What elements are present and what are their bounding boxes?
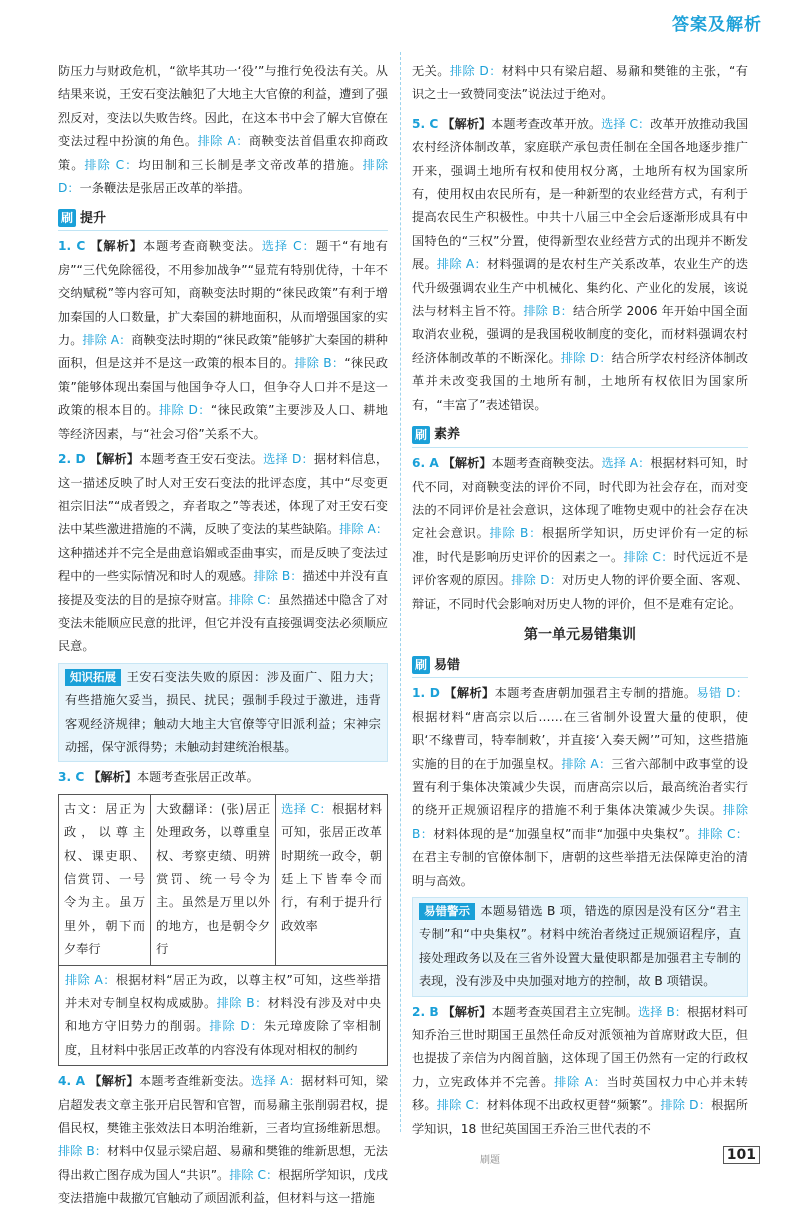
text-segment: 据材料可知，梁启超发表文章主张开启民智和官智，而易鼐主张削弱君权，提倡民权，樊锥主张效法日本明治维新，三者均宣扬维新思想。 xyxy=(58,1074,389,1136)
knowledge-extension-tag: 知识拓展 xyxy=(65,669,121,686)
text-segment: 本题考查商鞅变法。 xyxy=(491,456,602,471)
option-label: 易错 D： xyxy=(696,686,749,701)
left-column xyxy=(58,60,388,1211)
knowledge-extension-text: 王安石变法失败的原因：涉及面广、阻力大；有些措施欠妥当，损民、扰民；强制手段过于激进，违背客观经济规律；触动大地主大官僚等守旧派利益；宋神宗动摇，保守派得势；未触动封建统治根基。 xyxy=(65,669,381,754)
page-header-title: 答案及解析 xyxy=(672,15,762,35)
continued-paragraph xyxy=(412,60,748,107)
choice-label: 选择 C： xyxy=(281,801,333,816)
table-cell-choice xyxy=(276,794,388,965)
error-answer-1 xyxy=(412,682,748,893)
section-badge: 刷 xyxy=(412,426,430,444)
answer-1 xyxy=(58,235,388,446)
question-number: 4. A xyxy=(58,1074,86,1089)
choice-text: 根据材料可知，张居正改革时期统一政令，朝廷上下皆奉令而行，有利于提升行政效率 xyxy=(281,801,383,933)
option-label: 排除 D： xyxy=(449,64,502,78)
text-segment: 据材料信息，这一描述反映了时人对王安石变法的批评态度，其中“尽变更祖宗旧法”“成者毁之，弃者取之”等表述，体现了对王安石变法中某些激进措施的不满，反映了变法的某些缺陷。 xyxy=(58,452,389,537)
option-label: 排除 A： xyxy=(436,257,487,272)
option-label: 排除 C： xyxy=(436,1098,487,1113)
table-footer-note xyxy=(58,966,388,1067)
question-number: 6. A xyxy=(412,456,439,471)
text-segment: 本题考查维新变法。 xyxy=(138,1074,252,1089)
text-segment: 本题考查英国君主立宪制。 xyxy=(491,1004,639,1019)
option-label: 选择 C： xyxy=(261,239,316,254)
answer-4 xyxy=(58,1070,388,1210)
option-label: 排除 C： xyxy=(84,157,139,172)
table-cell-translation: 大致翻译：(张)居正处理政务，以尊重皇权、考察吏绩、明辨赏罚、统一号令为主。虽然是万里以外的地方，也是朝令夕行 xyxy=(151,794,276,965)
text-segment: 材料中仅显示梁启超、易鼐和樊锥的维新思想，无法得出救亡图存成为国人“共识”。 xyxy=(58,1144,388,1182)
question-number: 2. B xyxy=(412,1004,439,1019)
answer-body: 本题考查张居正改革。 xyxy=(136,770,259,785)
section-label: 易错 xyxy=(434,657,461,673)
answer-body xyxy=(412,456,748,610)
page-number: 101 xyxy=(723,1146,760,1164)
analysis-tag: 【解析】 xyxy=(90,239,143,254)
text-segment: 均田制和三长制是孝文帝改革的措施。 xyxy=(138,157,363,172)
section-label: 素养 xyxy=(434,427,461,443)
text-segment: 虽然描述中隐含了对变法未能顺应民意的批评，但它并没有直接强调变法必须顺应民意。 xyxy=(58,592,389,654)
analysis-tag: 【解析】 xyxy=(442,456,492,471)
option-label: 排除 B： xyxy=(58,1144,107,1159)
answer-5 xyxy=(412,113,748,417)
text-segment: 根据所学知识，历史评价有一定的标准，时代是影响历史评价的因素之一。 xyxy=(412,526,748,564)
text-segment: 根据所学知识，18 世纪英国国王乔治三世代表的不 xyxy=(412,1098,748,1136)
text-segment: 本题考查王安石变法。 xyxy=(139,452,264,467)
option-label: 排除 D： xyxy=(660,1098,712,1113)
section-header-yicuo xyxy=(412,653,748,678)
text-segment: 本题考查改革开放。 xyxy=(491,116,602,131)
text-segment: 商鞅变法时期的“徕民政策”能够扩大秦国的耕种面积，但是这并不是这一政策的根本目的。 xyxy=(58,333,388,371)
option-label: 排除 B： xyxy=(253,569,303,584)
text-segment: 这种描述并不完全是曲意谄媚或歪曲事实，而是反映了变法过程中的一些实际情况和时人的观感。 xyxy=(58,545,388,584)
text-segment: 三省六部制中政事堂的设置有利于集体决策减少失误，而唐高宗以后，最高统治者实行的绕开正规颁诏程序的措施不利于集体决策减少失误。 xyxy=(412,756,749,818)
option-label: 排除 A： xyxy=(339,522,389,537)
column-divider xyxy=(400,52,401,1132)
analysis-tag: 【解析】 xyxy=(442,1004,492,1019)
answer-body xyxy=(412,1005,748,1136)
text-segment: 商鞅变法首倡重农抑商政策。 xyxy=(58,134,389,172)
answer-body xyxy=(58,452,388,653)
answer-6 xyxy=(412,452,748,616)
text-segment: 材料中只有梁启超、易鼐和樊锥的主张，“有识之士一致赞同变法”说法过于绝对。 xyxy=(412,64,748,102)
text-segment: 时代远近不是评价客观的原因。 xyxy=(412,549,749,588)
option-label: 排除 B： xyxy=(216,996,268,1011)
text-segment: 材料体现不出政权更替“频繁”。 xyxy=(486,1098,661,1113)
option-label: 排除 C： xyxy=(229,1167,279,1182)
text-segment: “徕民政策”主要涉及人口、耕地等经济因素，与“社会习俗”关系不大。 xyxy=(58,403,388,441)
analysis-tag: 【解析】 xyxy=(89,452,140,467)
text-segment: 材料没有涉及对中央和地方守旧势力的削弱。 xyxy=(65,996,382,1034)
option-label: 选择 B： xyxy=(638,1004,687,1019)
option-label: 排除 A： xyxy=(82,333,132,348)
text-segment: 材料体现的是“加强皇权”而非“加强中央集权”。 xyxy=(433,826,698,841)
option-label: 排除 C： xyxy=(229,592,279,607)
option-label: 排除 D： xyxy=(209,1019,264,1034)
option-label: 排除 A： xyxy=(65,972,116,987)
option-label: 排除 D： xyxy=(560,350,612,365)
option-label: 选择 A： xyxy=(601,456,651,471)
text-segment: 在君主专制的官僚体制下，唐朝的这些举措无法保障吏治的清明与高效。 xyxy=(412,850,748,888)
text-segment: 材料强调的是农村生产关系改革，农业生产的迭代升级强调农业生产中机械化、集约化、产业化的发展，该说法与材料主旨不符。 xyxy=(412,257,749,319)
text-segment: 防压力与财政危机，“欲毕其功一‘役’”与推行免役法有关。从结果来说，王安石变法触犯了大地主大官僚的利益，遭到了强烈反对，变法以失败告终。因此，在这本书中会了解大官僚在变法过程中扮演的角色。 xyxy=(58,64,388,149)
option-label: 排除 D： xyxy=(511,573,563,588)
section-badge: 刷 xyxy=(58,209,76,227)
text-segment: “徕民政策”能够体现出秦国与他国争夺人口，但争夺人口并不是这一政策的根本目的。 xyxy=(58,356,388,418)
unit-title: 第一单元易错集训 xyxy=(524,626,636,643)
option-label: 排除 B： xyxy=(523,304,574,319)
analysis-tag: 【解析】 xyxy=(88,770,137,785)
option-label: 排除 C： xyxy=(623,549,674,564)
option-label: 排除 A： xyxy=(561,756,612,771)
comparison-table xyxy=(58,794,388,966)
text-segment: 对历史人物的评价要全面、客观、辩证，不同时代会影响对历史人物的评价，但不是难有定论。 xyxy=(412,573,749,611)
answer-3 xyxy=(58,766,388,789)
option-label: 排除 D： xyxy=(158,403,211,418)
text-segment: 结合所学农村经济体制改革并未改变我国的土地所有制，土地所有权依旧为国家所有，“丰富了”表述错误。 xyxy=(412,350,748,412)
text-segment: 本题考查唐朝加强君主专制的措施。 xyxy=(494,686,697,701)
error-answer-2 xyxy=(412,1001,748,1141)
section-header-tisheng xyxy=(58,206,388,231)
text-segment: 结合所学 2006 年开始中国全面取消农业税，强调的是我国税收制度的变化，而材料强调农村经济体制改革的不断深化。 xyxy=(412,304,748,365)
right-column xyxy=(412,60,748,1141)
table-row xyxy=(59,794,388,965)
option-label: 选择 A： xyxy=(251,1074,302,1089)
text-segment: 根据材料“唐高宗以后……在三省制外设置大量的使职，使职‘不缘曹司，特奉制敕’，并直接‘入奏天阙’”可知，这些措施实施的目的在于加强皇权。 xyxy=(412,709,748,771)
answer-body xyxy=(412,686,748,887)
footer-mark: 刷题 xyxy=(480,1155,500,1166)
option-label: 排除 D： xyxy=(58,157,389,196)
text-segment: 无关。 xyxy=(412,64,450,78)
text-segment: 根据材料可知乔治三世时期国王虽然任命反对派领袖为首席财政大臣，但也提拔了亲信为内阁首脑，这体现了国王仍然有一定的行政权力，立宪政体并不完善。 xyxy=(412,1004,748,1089)
answer-body xyxy=(412,117,748,412)
error-warning-tag: 易错警示 xyxy=(419,903,475,920)
option-label: 选择 C： xyxy=(601,116,651,131)
analysis-tag: 【解析】 xyxy=(89,1074,139,1089)
question-number: 3. C xyxy=(58,770,85,785)
error-warning-text: 本题易错选 B 项，错选的原因是没有区分“君主专制”和“中央集权”。材料中统治者绕过正规颁诏程序，直接处理政务以及在三省外设置大量使职都是加强君主专制的表现，没有涉及中央加强对地方的控制，故 B 项错误。 xyxy=(419,904,741,989)
answer-body xyxy=(58,1074,388,1205)
option-label: 排除 A： xyxy=(197,134,249,149)
text-segment: 当时英国权力中心并未转移。 xyxy=(412,1074,748,1113)
error-warning-box xyxy=(412,897,748,997)
option-label: 排除 B： xyxy=(294,356,345,371)
option-label: 选择 D： xyxy=(263,452,314,467)
option-label: 排除 B： xyxy=(489,526,542,541)
option-label: 排除 B： xyxy=(412,803,749,841)
text-segment: 描述中并没有直接提及变法的目的是掠夺财富。 xyxy=(58,569,389,607)
section-header-suyang xyxy=(412,423,748,448)
text-segment: 改革开放推动我国农村经济体制改革，家庭联产承包责任制在全国各地逐步推广开来，强调土地所有权和使用权分离，土地所有权为国家所有，使用权由农民所有，是一种新型的农业经营方式，有利于提高农民生产积极性。中共十八届三中全会后逐渐形成具有中国特色的“三权”分置，使得新型农业经营方式的出现并不断发展。 xyxy=(412,116,749,272)
answer-body xyxy=(58,239,388,440)
text-segment: 朱元璋废除了宰相制度，且材料中张居正改革的内容没有体现对相权的制约 xyxy=(65,1019,382,1057)
text-segment: 根据所学知识，戊戌变法措施中裁撤冗官触动了顽固派利益，但材料与这一措施 xyxy=(58,1167,388,1206)
analysis-tag: 【解析】 xyxy=(444,686,495,701)
text-segment: 本题考查商鞅变法。 xyxy=(142,239,262,254)
answer-2 xyxy=(58,448,388,659)
section-label: 提升 xyxy=(80,210,107,226)
text-segment: 根据材料可知，时代不同，对商鞅变法的评价不同，时代即为社会存在，而对变法的不同评价是社会意识，这体现了唯物史观中的社会存在决定社会意识。 xyxy=(412,456,749,541)
intro-paragraph xyxy=(58,60,388,200)
text-segment: 根据材料“居正为政，以尊主权”可知，这些举措并未对专制皇权构成威胁。 xyxy=(65,972,381,1011)
option-label: 排除 C： xyxy=(697,826,748,841)
section-badge: 刷 xyxy=(412,656,430,674)
table-cell-original: 古文：居正为政，以尊主权、课吏职、信赏罚、一号令为主。虽万里外，朝下而夕奉行 xyxy=(59,794,151,965)
text-segment: 题干“有地有房”“三代免除徭役，不用参加战争”“显荒有特别优待，十年不交纳赋税”等内容可知，商鞅变法时期的“徕民政策”有利于增加秦国的人口数量，扩大秦国的耕地面积，从而增强国家的实力。 xyxy=(58,239,389,348)
option-label: 排除 A： xyxy=(554,1074,607,1089)
question-number: 1. D xyxy=(412,686,440,701)
question-number: 5. C xyxy=(412,116,439,131)
question-number: 1. C xyxy=(58,239,86,254)
analysis-tag: 【解析】 xyxy=(442,116,492,131)
text-segment: 一条鞭法是张居正改革的举措。 xyxy=(79,181,251,196)
question-number: 2. D xyxy=(58,452,86,467)
knowledge-extension-box xyxy=(58,663,388,763)
